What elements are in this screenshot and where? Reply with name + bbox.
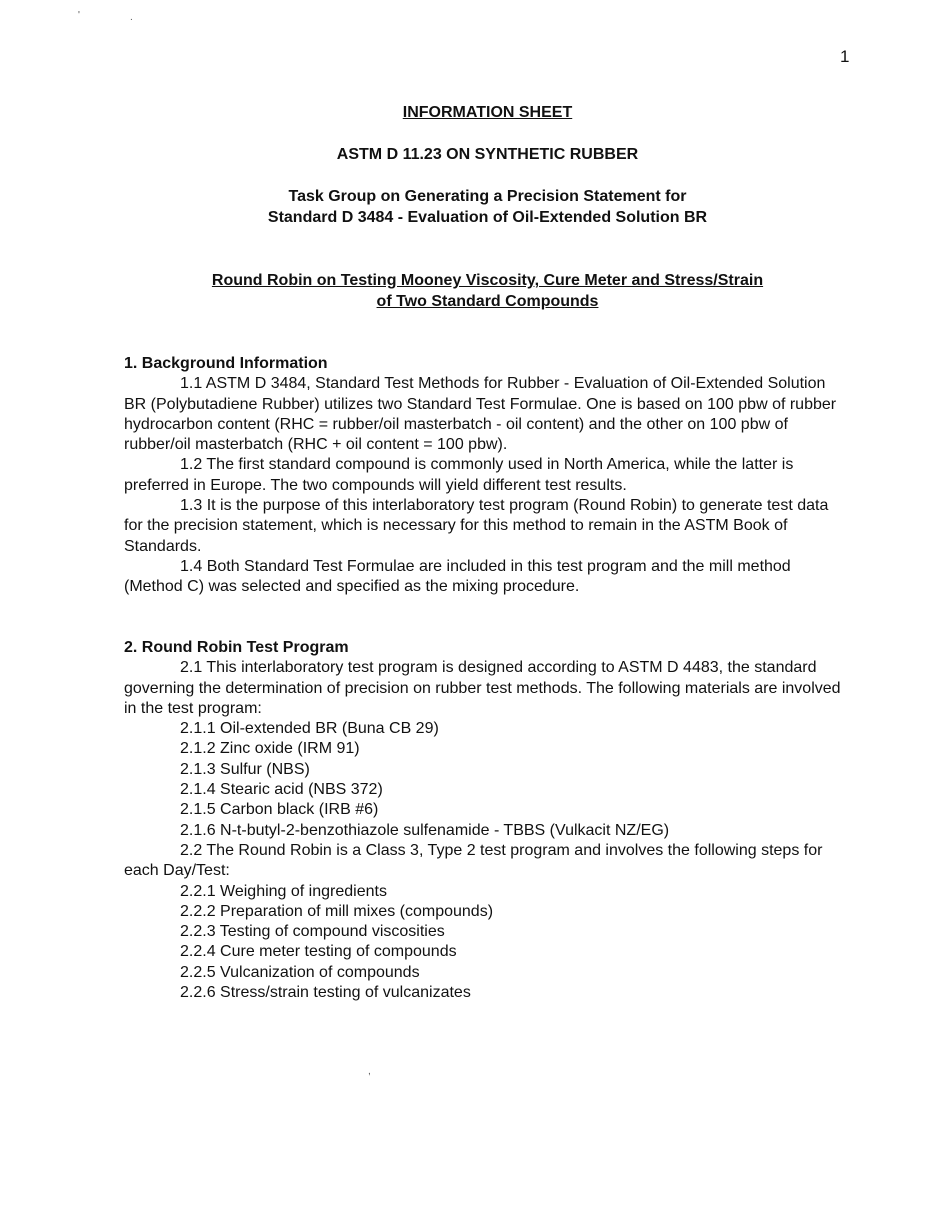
round-robin-title-line-1: Round Robin on Testing Mooney Viscosity, Cure Meter and Stress/Strain xyxy=(211,272,764,289)
paragraph-1-2: 1.2 The first standard compound is commonly used in North America, while the latter is preferred in Europe. The two compounds will yield different test results. xyxy=(124,456,794,494)
committee-heading: ASTM D 11.23 ON SYNTHETIC RUBBER xyxy=(336,146,639,163)
step-item: 2.2.2 Preparation of mill mixes (compounds) xyxy=(180,902,494,920)
page-number: 1 xyxy=(840,47,850,66)
material-item: 2.1.4 Stearic acid (NBS 372) xyxy=(180,781,383,799)
task-group-line-2: Standard D 3484 - Evaluation of Oil-Extended Solution BR xyxy=(267,209,708,226)
material-item: 2.1.6 N-t-butyl-2-benzothiazole sulfenamide - TBBS (Vulkacit NZ/EG) xyxy=(180,821,670,839)
section-round-robin xyxy=(124,638,844,1003)
step-item: 2.2.6 Stress/strain testing of vulcanizates xyxy=(180,984,471,1002)
step-item: 2.2.1 Weighing of ingredients xyxy=(180,882,387,900)
document-title: INFORMATION SHEET xyxy=(402,104,573,121)
material-item: 2.1.5 Carbon black (IRB #6) xyxy=(180,801,379,819)
step-item: 2.2.5 Vulcanization of compounds xyxy=(180,963,420,981)
section-2-heading: 2. Round Robin Test Program xyxy=(124,639,349,656)
task-group-line-1: Task Group on Generating a Precision Statement for xyxy=(288,188,687,205)
paragraph-2-2: 2.2 The Round Robin is a Class 3, Type 2 test program and involves the following steps for each Day/Test: xyxy=(124,841,823,880)
step-item: 2.2.3 Testing of compound viscosities xyxy=(180,923,445,941)
material-item: 2.1.2 Zinc oxide (IRM 91) xyxy=(180,740,360,758)
round-robin-title-line-2: of Two Standard Compounds xyxy=(376,293,599,310)
paragraph-1-4: 1.4 Both Standard Test Formulae are included in this test program and the mill method (Method C) was selected and specified as the mixing procedure. xyxy=(124,557,791,596)
step-item: 2.2.4 Cure meter testing of compounds xyxy=(180,943,457,961)
material-item: 2.1.1 Oil-extended BR (Buna CB 29) xyxy=(180,720,439,738)
material-item: 2.1.3 Sulfur (NBS) xyxy=(180,760,310,778)
scan-speck: , xyxy=(368,1066,371,1077)
paragraph-1-1: 1.1 ASTM D 3484, Standard Test Methods for Rubber - Evaluation of Oil-Extended Solution BR (Polybutadiene Rubber) utilizes two Standard Test Formulae. One is based on 100 pbw of rubber hydrocarbon content (RHC = rubber/oil masterbatch - oil content) and the other on 100 pbw of rubber/oil masterbatch (RHC + oil content = 100 pbw). xyxy=(124,375,837,454)
section-1-heading: 1. Background Information xyxy=(124,355,328,372)
scan-speck: . xyxy=(130,12,133,23)
paragraph-2-1: 2.1 This interlaboratory test program is designed according to ASTM D 4483, the standard governing the determination of precision on rubber test methods. The following materials are involved in the test program: xyxy=(124,659,841,717)
section-background xyxy=(124,354,844,598)
scan-speck: ' xyxy=(78,10,80,21)
paragraph-1-3: 1.3 It is the purpose of this interlaboratory test program (Round Robin) to generate test data for the precision statement, which is necessary for this method to remain in the ASTM Book of Standards. xyxy=(124,497,829,555)
